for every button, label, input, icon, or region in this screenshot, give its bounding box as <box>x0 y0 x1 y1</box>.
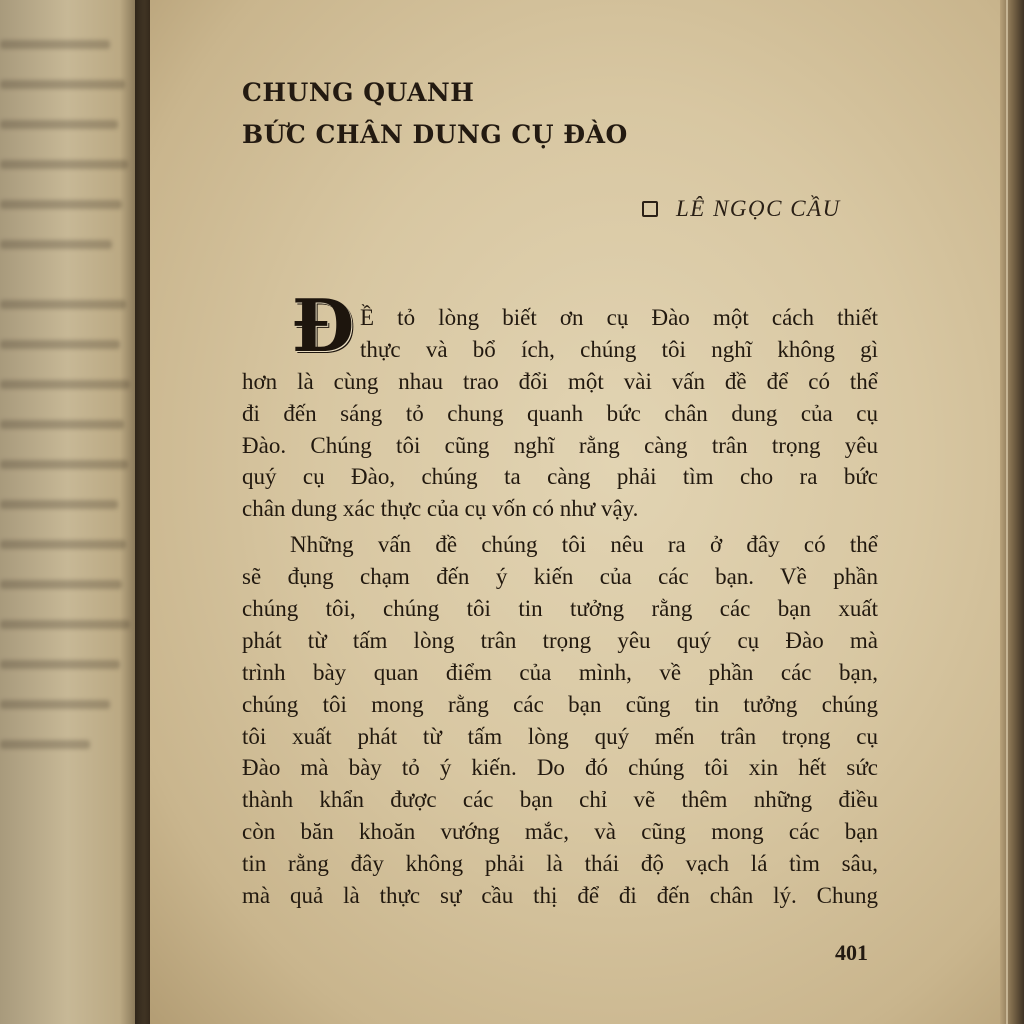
blurred-text-line <box>0 200 122 209</box>
text-line: tôi xuất phát từ tấm lòng quý mến trân trọng cụ <box>242 723 878 749</box>
text-line: còn băn khoăn vướng mắc, và cũng mong các bạn <box>242 819 878 845</box>
text-line: tin rằng đây không phải là thái độ vạch lá tìm sâu, <box>242 851 878 877</box>
blurred-text-line <box>0 580 122 589</box>
text-line: thực và bổ ích, chúng tôi nghĩ không gì <box>360 336 878 362</box>
text-line: trình bày quan điểm của mình, về phần các bạn, <box>242 659 878 685</box>
text-line: Đào mà bày tỏ ý kiến. Do đó chúng tôi xin hết sức <box>242 755 878 781</box>
blurred-text-line <box>0 120 118 129</box>
blurred-text-line <box>0 460 128 469</box>
text-line: mà quả là thực sự cầu thị để đi đến chân lý. Chung <box>242 883 878 909</box>
title-line-2: BỨC CHÂN DUNG CỤ ĐÀO <box>242 120 628 149</box>
text-line: phát từ tấm lòng trân trọng yêu quý cụ Đào mà <box>242 627 878 653</box>
text-line: Ề tỏ lòng biết ơn cụ Đào một cách thiết <box>360 305 878 330</box>
blurred-text-line <box>0 620 130 629</box>
chapter-title <box>242 72 742 156</box>
blurred-text-line <box>0 40 110 49</box>
text-line: chân dung xác thực của cụ vốn có như vậy. <box>242 496 639 522</box>
blurred-text-line <box>0 380 130 389</box>
blurred-text-line <box>0 80 125 89</box>
drop-cap: Đ <box>291 283 355 368</box>
square-bullet-icon <box>642 201 658 217</box>
text-line: thành khẩn được các bạn chỉ vẽ thêm những điều <box>242 787 878 813</box>
blurred-text-line <box>0 660 120 669</box>
text-line: sẽ đụng chạm đến ý kiến của các bạn. Về phần <box>242 564 878 590</box>
text-line: Đào. Chúng tôi cũng nghĩ rằng càng trân trọng yêu <box>242 432 878 458</box>
text-line: hơn là cùng nhau trao đổi một vài vấn đề để có thể <box>242 368 878 394</box>
body-text <box>242 302 878 912</box>
page-number: 401 <box>835 940 868 965</box>
text-line: quý cụ Đào, chúng ta càng phải tìm cho ra bức <box>242 464 878 490</box>
author-byline <box>642 196 841 222</box>
blurred-text-line <box>0 240 112 249</box>
blurred-text-line <box>0 700 110 709</box>
blurred-text-line <box>0 160 128 169</box>
page-edge <box>1000 0 1024 1024</box>
facing-page <box>0 0 150 1024</box>
blurred-text-line <box>0 740 90 749</box>
text-line: chúng tôi, chúng tôi tin tưởng rằng các bạn xuất <box>242 596 878 622</box>
author-name: LÊ NGỌC CẦU <box>676 196 841 221</box>
blurred-text-line <box>0 420 124 429</box>
text-line: đi đến sáng tỏ chung quanh bức chân dung của cụ <box>242 400 878 426</box>
text-line: Những vấn đề chúng tôi nêu ra ở đây có thể <box>290 532 878 558</box>
blurred-text-line <box>0 500 118 509</box>
blurred-text-line <box>0 340 120 349</box>
blurred-text-line <box>0 540 126 549</box>
blurred-text-line <box>0 300 126 309</box>
title-line-1: CHUNG QUANH <box>242 78 475 107</box>
text-line: chúng tôi mong rằng các bạn cũng tin tưởng chúng <box>242 691 878 717</box>
